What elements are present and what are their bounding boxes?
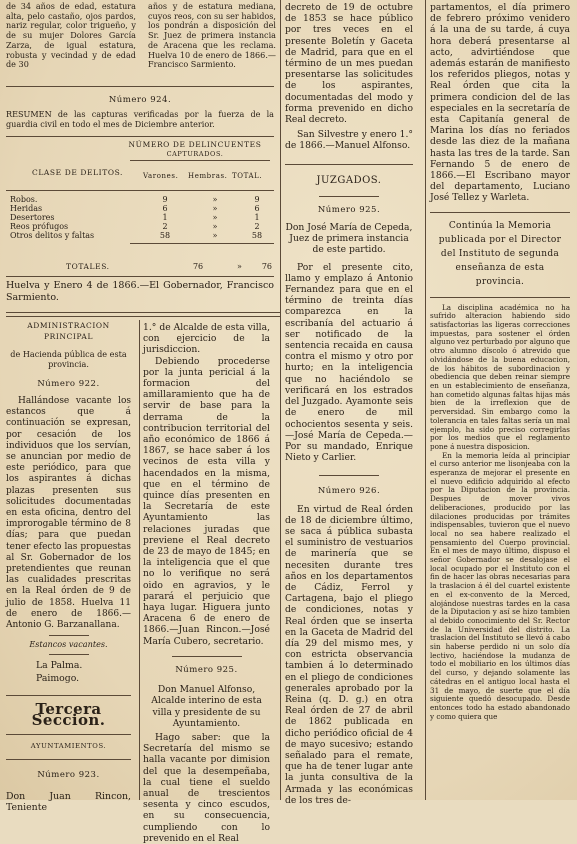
rule-top-924	[6, 86, 274, 87]
row-t: 6	[254, 204, 260, 213]
totales-row	[8, 262, 274, 271]
row-t: 1	[254, 213, 260, 222]
table-col-label: CLASE DE DELITOS.	[32, 168, 124, 177]
table-rule-sum	[130, 243, 274, 244]
signature-924	[6, 280, 274, 304]
row-label: Reos prófugos	[10, 222, 69, 231]
table-row	[8, 204, 274, 213]
row-v: 58	[159, 231, 171, 240]
table-group-subheader: CAPTURADOS.	[166, 150, 224, 158]
col4-para-3: En la memoria leída al principiar el curso anterior me lisonjeaba con la esperanza de mejorar el presente en el nuevo edificio adquirido al efecto por la Diputacion de la provincia. Despues de mover vivos deliberaciones, producido por las dilaciones producidas por trámites indispensables, tuvieron que el nuevo local no sea habere realizado el pensamiento del Cuerpo provincial. En el mes de mayo último, dispuso el señor Gobernador se desalojase el local ocupado por el Instituto con el fin de hacer las obras necesarias para la traslacion á él del cuartel existente en el ex-convento de la Merced, alojándose nuestras tardes en la casa de la Diputacion y así se hizo tambien al debido conocimiento del Sr. Rector de la Universidad del distrito. La traslacion del Instituto se llevó á cabo sin haberse perdido ni un solo día lectivo, haciéndose la mudanza de todo el mobiliario en los últimos días del curso, y dejando solamente las cátedras en el antiguo local hasta el 31 de mayo, de suerte que el día siguiente quedó desocupado. Desde entonces todo ha estado abandonado y como quiera que	[430, 450, 570, 721]
row-label: Otros delitos y faltas	[10, 231, 95, 240]
don-jose-maria-cepeda: Don José María de Cepeda, Juez de primera instancia de este partido.	[285, 222, 413, 256]
row-label: Heridas	[10, 204, 43, 213]
table-rule-top	[6, 136, 274, 137]
admin-subheading: de Hacienda pública de esta provincia.	[10, 349, 127, 370]
place-2: Paimogo.	[36, 672, 80, 684]
table-row	[8, 213, 274, 222]
top-continuation-col1	[6, 2, 136, 70]
column-rule-right	[425, 0, 426, 800]
resumen-paragraph: RESUMEN de las capturas verificadas por la fuerza de la guardia civil en todo el mes de Diciembre anterior.	[6, 109, 274, 129]
row-label: Robos.	[10, 195, 38, 204]
row-v: 6	[162, 204, 168, 213]
row-v: 9	[162, 195, 168, 204]
col2-para-3: Hago saber: que la Secretaría del mismo se halla vacante por dimision del que la desempeñaba, la cual tiene el sueldo anual de trescientos sesenta y cinco escudos, en su consecuencia, cumpliendo con lo prevenido en el Real	[143, 731, 270, 844]
col3-date-1: San Silvestre y enero 1.° de 1866.—Manuel Alfonso.	[285, 129, 413, 152]
column-4	[430, 2, 570, 721]
col4-para-1: partamentos, el día primero de febrero próximo venidero á la una de su tarde, á cuya hora deberá presentarse al acto, advirtiéndose que además estarán de manifiesto los referidos pliegos, notas y Real órden que cita la primera condicion del de las especiales en la secretaría de esta Capitanía general de Marina los días no feriados desde las diez de la mañana hasta las tres de la tarde. San Fernando 5 de enero de 1866.—El Escribano mayor del departamento, Luciano José Tellez y Warleta.	[430, 2, 570, 204]
col2-para-2: Debiendo procederse por la junta pericial á la formacion del amillaramiento que ha de servir de base para la derrama de la contribucion territorial del año económico de 1866 á 1867, se hace saber á los vecinos de esta villa y hacendados en la misma, que en el término de quince días presenten en la Secretaría de este Ayuntamiento las relaciones juradas que previene el Real decreto de 23 de mayo de 1845; en la inteligencia que el que no lo verifique no será oido en agravios, y le parará el perjuicio que haya lugar. Higuera junto Aracena 6 de enero de 1866.—Juan Rincon.—José María Cubero, secretario.	[143, 355, 270, 647]
row-h: »	[212, 222, 218, 231]
table-rule-sub	[130, 160, 270, 161]
col3-para-3: En virtud de Real órden de 18 de diciembre último, se saca á pública subasta el suministro de vestuarios de marinería que se necesiten durante tres años en los departamentos de Cádiz, Ferrol y Cartagena, bajo el pliego de condiciones, notas y Real órden que se inserta en la Gaceta de Madrid del día 29 del mismo mes, y con estricta observancia tambien á lo determinado en el pliego de condiciones generales aprobado por la Reina (q. D. g.) en otra Real órden de 27 de abril de 1862 publicada en dicho periódico oficial de 4 de mayo sucesivo; estando señalado para el remate, que ha de tener lugar ante la junta consultiva de la Armada y las económicas de los tres de-	[285, 503, 413, 806]
top-col1-text: de 34 años de edad, estatura alta, pelo castaño, ojos pardos, nariz regular, color trigueño, y de su mujer Dolores García Zarza, de igual estatura, robusta y vecindad y de edad de 30	[6, 1, 136, 70]
rule-continua-2	[430, 297, 570, 298]
number-924: Número 924.	[108, 95, 172, 105]
rule-tercera-2	[6, 734, 131, 735]
table-group-header: NÚMERO DE DELINCUENTES	[128, 140, 262, 149]
column-3	[285, 2, 413, 806]
row-v: 2	[162, 222, 168, 231]
estancos-paragraph: Hallándose vacante los estancos que á continuación se expresan, por cesación de los individuos que los servían, se anuncian por medio de este periódico, para que los aspirantes á dichas plazas presenten sus solicitudes documentadas en esta oficina, dentro del improrogable término de 8 días; para que puedan tener efecto las propuestas al Sr. Gobernador de los pretendientes que reunan las cualidades prescritas en la Real órden de 9 de julio de 1858. Huelva 11 de enero de 1866.—Antonio G. Barzanallana.	[6, 396, 131, 631]
short-rule	[319, 196, 379, 197]
short-rule	[319, 475, 379, 476]
rule-continua	[430, 212, 570, 213]
don-juan-rincon: Don Juan Rincon, Teniente	[6, 790, 131, 813]
table-row	[8, 222, 274, 231]
top-col2-text: años y de estatura mediana, cuyos reos, con su ser habidos, los pondrán a disposición del Sr. Juez de primera instancia de Aracena que les reclama. Huelva 10 de enero de 1866.—Francisco Sarmiento.	[148, 1, 276, 70]
column-1	[6, 320, 131, 813]
continua-memoria: Continúa la Memoria publicada por el Director del Instituto de segunda enseñanza de esta provincia.	[438, 220, 562, 287]
totales-h: »	[236, 262, 242, 271]
table-row	[8, 195, 274, 204]
number-925-col2: Número 925.	[175, 664, 238, 675]
signature-924-text: Huelva y Enero 4 de 1866.—El Gobernador, Francisco Sarmiento.	[6, 280, 274, 303]
number-923: Número 923.	[37, 769, 100, 780]
capturas-table	[8, 195, 274, 240]
juzgados-heading: JUZGADOS.	[316, 174, 382, 186]
totales-t: 76	[261, 262, 272, 271]
col3-para-2: Por el presente cito, llamo y emplazo á Antonio Fernandez para que en el término de treinta días comparezca en la escribanía del actuario á ser notificado de la sentencia recaida en causa contra el mismo y otro por hurto; en la inteligencia que no haciéndolo se verificará en los estrados del Juzgado. Ayamonte seis de enero de mil ochocientos sesenta y seis.—José María de Cepeda.—Por su mandado, Enrique Nieto y Carlier.	[285, 261, 413, 464]
table-col-t: TOTAL.	[232, 172, 263, 180]
row-h: »	[212, 195, 218, 204]
tercera-seccion-title: Tercera Seccion.	[31, 699, 106, 730]
column-rule-middle	[280, 0, 281, 800]
col3-para-1: decreto de 19 de octubre de 1853 se hace público por tres veces en el presente Boletín y Gaceta de Madrid, para que en el término de un mes puedan presentarse las solicitudes de los aspirantes, documentadas del modo y forma prevenido en dicho Real decreto.	[285, 2, 413, 126]
column-rule-left	[139, 320, 140, 800]
row-h: »	[212, 204, 218, 213]
col2-para-1: 1.° de Alcalde de esta villa, con ejercicio de la jurisdiccion.	[143, 322, 270, 356]
column-2	[143, 322, 270, 844]
short-rule	[49, 635, 89, 636]
col4-para-2: La disciplina académica no ha sufrido alteracion habiendo sido satisfactorias las ligeras correcciones impuestas, para sostener el órden alguno vez perturbado por alguno que otro alumno díscolo ó atrevido que olvidándose de la buena educacion, de los hábitos de subordinacion y obediencia que deben reinar siempre en un establecimiento de enseñanza, han cometido algunas faltas hijas más bien de la irreflexion que de perversidad. Sin embargo como la tolerancia en tales faltas sería un mal ejemplo, ha sido preciso corregirlas por los medios que el reglamento pone á nuestra disposicion.	[430, 302, 570, 451]
table-rule-head	[6, 190, 274, 191]
row-label: Desertores	[10, 213, 55, 222]
number-922: Número 922.	[37, 378, 100, 389]
rule-tercera	[6, 695, 131, 696]
row-t: 2	[254, 222, 260, 231]
rule-section	[6, 312, 280, 313]
totales-label: TOTALES.	[66, 262, 110, 271]
short-rule	[49, 654, 89, 655]
row-h: »	[212, 231, 218, 240]
admin-heading: ADMINISTRACION PRINCIPAL	[27, 321, 110, 342]
resumen-text	[6, 110, 274, 129]
number-926: Número 926.	[317, 486, 381, 497]
rule-section-2	[6, 316, 280, 317]
place-1: La Palma.	[36, 659, 83, 671]
rule-ayunt	[6, 759, 131, 760]
number-925: Número 925.	[317, 204, 381, 215]
row-v: 1	[162, 213, 168, 222]
table-row	[8, 231, 274, 240]
top-continuation-col2	[148, 2, 276, 70]
don-manuel-alfonso: Don Manuel Alfonso, Alcalde interino de esta villa y presidente de su Ayuntamiento.	[151, 684, 262, 729]
table-col-v: Varones.	[143, 172, 179, 180]
row-t: 58	[251, 231, 263, 240]
estancos-heading: Estancos vacantes.	[29, 639, 108, 650]
row-h: »	[212, 213, 218, 222]
table-col-h: Hembras.	[188, 172, 228, 180]
rule-juzgados	[285, 164, 413, 165]
short-rule	[172, 656, 242, 657]
ayuntamientos-heading: AYUNTAMIENTOS.	[30, 742, 107, 751]
row-t: 9	[254, 195, 260, 204]
totales-v: 76	[192, 262, 204, 271]
table-rule-bottom	[6, 276, 274, 277]
